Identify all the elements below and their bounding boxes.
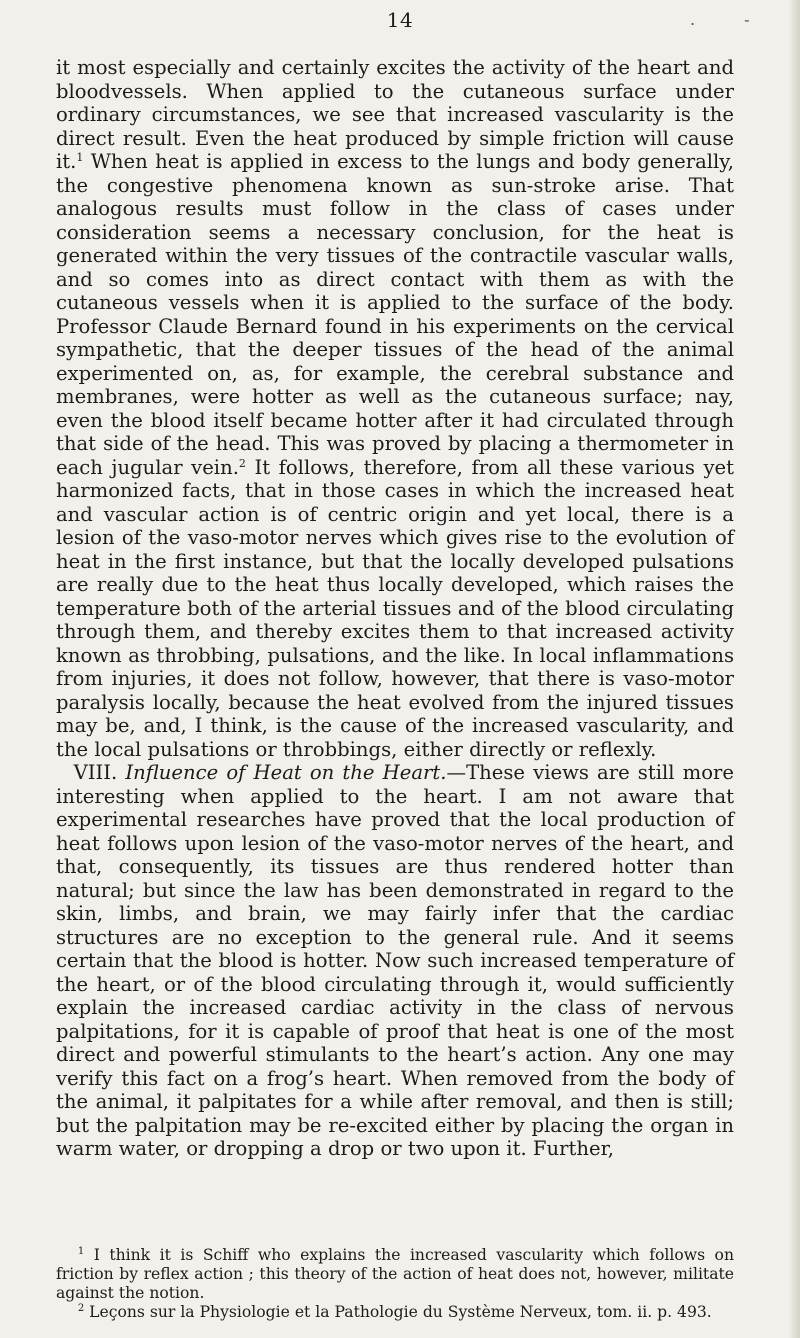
footnote-1-marker: 1 (77, 1246, 85, 1257)
section-numeral: VIII. (73, 761, 118, 784)
paragraph-1-part-c: It follows, therefore, from all these various yet harmonized facts, that in those cases in which the increased heat and vascular action is of centric origin and yet local, there is a lesion of the vaso-motor nerves which gives rise to the evolution of heat in the first instance, but that the locally developed pulsations are really due to the heat thus locally developed, which raises the temperature both of the arterial tissues and of the blood circulating through them, and thereby excites them to that increased activity known as throbbing, pulsations, and the like. In local inflammations from injuries, it does not follow, however, that there is vaso-motor paralysis locally, because the heat evolved from the injured tissues may be, and, I think, is the cause of the increased vascularity, and the local pulsations or throbbings, either directly or reflexly. (56, 455, 734, 761)
footnote-ref-2[interactable]: 2 (238, 456, 246, 470)
paragraph-1 (56, 56, 734, 761)
section-viii-text: —These views are still more interesting when applied to the heart. I am not aware that experimental researches have proved that the local production of heat follows upon lesion of the vaso-motor nerves of the heart, and that, consequently, its tissues are thus rendered hotter than natural; but since the law has been demonstrated in regard to the skin, limbs, and brain, we may fairly infer that the cardiac structures are no exception to the general rule. And it seems certain that the blood is hotter. Now such increased temperature of the heart, or of the blood circulating through it, would sufficiently explain the increased cardiac activity in the class of nervous palpitations, for it is capable of proof that heat is one of the most direct and powerful stimulants to the heart’s action. Any one may verify this fact on a frog’s heart. When removed from the body of the animal, it palpitates for a while after removal, and then is still; but the palpitation may be re-excited either by placing the organ in warm water, or dropping a drop or two upon it. Further, (56, 761, 734, 1160)
footnote-ref-1[interactable]: 1 (76, 151, 84, 164)
paragraph-1-part-b: When heat is applied in excess to the lungs and body generally, the congestive phenomena known as sun-stroke arise. That analogous results must follow in the class of cases under consideration seems a necessary conclusion, for the heat is generated within the very tissues of the contractile vascular walls, and so comes into as direct contact with them as with the cutaneous vessels when it is applied to the surface of the body. Professor Claude Bernard found in his experiments on the cervical sympathetic, that the deeper tissues of the head of the animal experimented on, as, for example, the cerebral substance and membranes, were hotter as well as the cutaneous surface; nay, even the blood itself became hotter after it had circulated through that side of the head. This was proved by placing a thermometer in each jugular vein. (56, 150, 734, 479)
footnote-1-text: I think it is Schiff who explains the increased vascularity which follows on friction by reflex action ; this theory of the action of heat does not, however, militate against the notion. (56, 1246, 734, 1302)
body-text (56, 56, 734, 1161)
footnotes (56, 1246, 734, 1322)
footnote-2-marker: 2 (77, 1303, 85, 1314)
section-title: Influence of Heat on the Heart. (125, 761, 447, 784)
page-edge-shadow (788, 0, 800, 1338)
header-marks: . - (690, 10, 772, 29)
footnote-2 (56, 1303, 734, 1322)
paragraph-1-part-a: it most especially and certainly excites the activity of the heart and bloodvessels. When applied to the cutaneous surface under ordinary circumstances, we see that increased vascularity is the direct result. Even the heat produced by simple friction will cause it. (56, 56, 734, 173)
footnote-1 (56, 1246, 734, 1303)
footnote-2-text: Leçons sur la Physiologie et la Pathologie du Système Nerveux, tom. ii. p. 493. (84, 1303, 712, 1321)
page-number: 14 (386, 8, 414, 32)
section-viii-paragraph (56, 761, 734, 1161)
